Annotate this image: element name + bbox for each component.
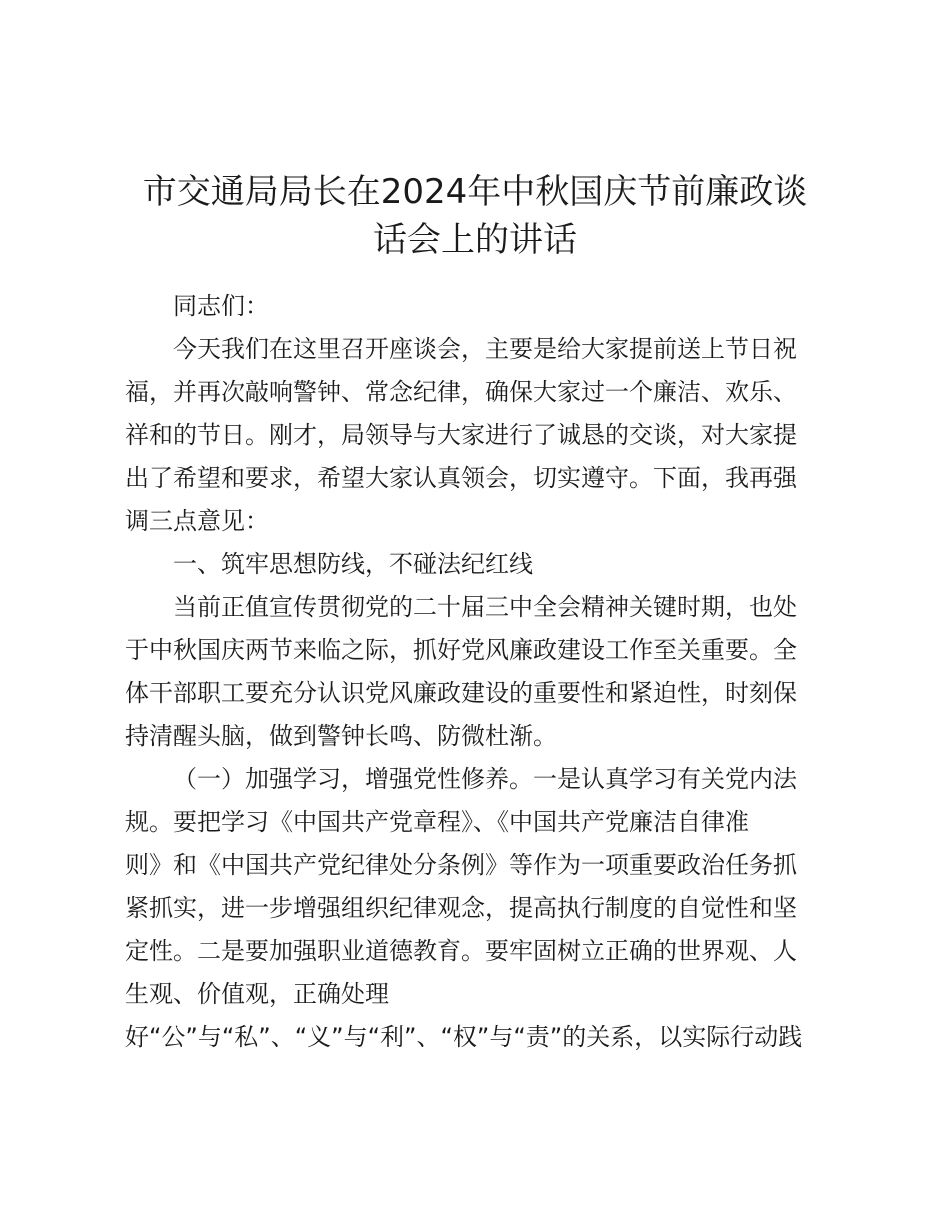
- document-body: [125, 285, 825, 1059]
- paragraph-line: 则》和《中国共产党纪律处分条例》等作为一项重要政治任务抓: [125, 851, 797, 879]
- paragraph-line: 规。要把学习《中国共产党章程》、《中国共产党廉洁自律准: [125, 808, 749, 836]
- paragraph-line: 于中秋国庆两节来临之际，抓好党风廉政建设工作至关重要。全: [125, 636, 797, 664]
- paragraph-line: 持清醒头脑，做到警钟长鸣、防微杜渐。: [125, 722, 557, 750]
- paragraph-line: 调三点意见：: [125, 507, 269, 535]
- paragraph-line: 出了希望和要求，希望大家认真领会，切实遵守。下面，我再强: [125, 464, 797, 492]
- paragraph-line: 定性。二是要加强职业道德教育。要牢固树立正确的世界观、人: [125, 937, 797, 965]
- title-line-1: 市交通局局长在2024年中秋国庆节前廉政谈: [142, 172, 808, 212]
- paragraph-line: 当前正值宣传贯彻党的二十届三中全会精神关键时期，也处: [173, 593, 797, 621]
- paragraph-line: 祥和的节日。刚才，局领导与大家进行了诚恳的交谈，对大家提: [125, 421, 797, 449]
- section-heading: 一、筑牢思想防线，不碰法纪红线: [173, 550, 533, 578]
- paragraph-line: 好“公”与“私”、“义”与“利”、“权”与“责”的关系，以实际行动践: [125, 1023, 803, 1051]
- paragraph-line: （一）加强学习，增强党性修养。一是认真学习有关党内法: [173, 765, 797, 793]
- paragraph-line: 今天我们在这里召开座谈会，主要是给大家提前送上节日祝: [173, 335, 797, 363]
- paragraph-line: 体干部职工要充分认识党风廉政建设的重要性和紧迫性，时刻保: [125, 679, 797, 707]
- paragraph-line: 生观、价值观，正确处理: [125, 980, 389, 1008]
- paragraph-line: 紧抓实，进一步增强组织纪律观念，提高执行制度的自觉性和坚: [125, 894, 797, 922]
- paragraph-line: 福，并再次敲响警钟、常念纪律，确保大家过一个廉洁、欢乐、: [125, 378, 797, 406]
- document-title: [0, 168, 950, 264]
- salutation: 同志们：: [173, 292, 269, 320]
- title-line-2: 话会上的讲话: [373, 220, 577, 260]
